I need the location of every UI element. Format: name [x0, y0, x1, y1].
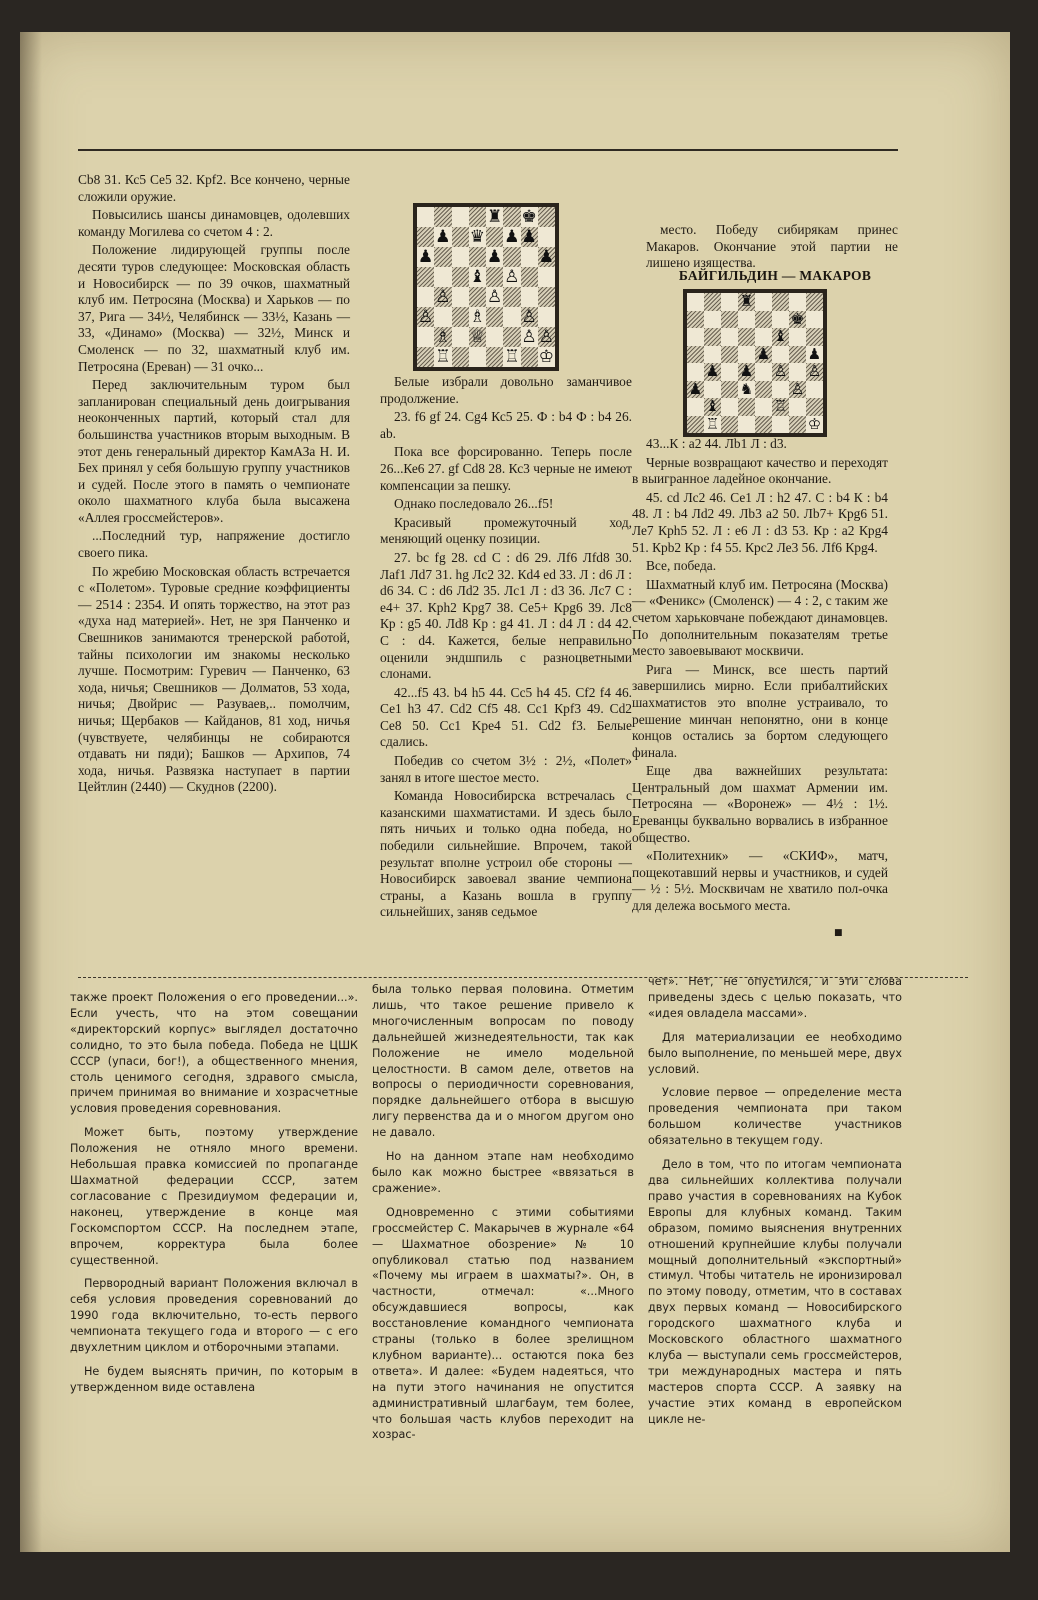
page-curl-shadow	[20, 32, 42, 1552]
board-square	[755, 328, 772, 346]
paragraph: 43...К : а2 44. Лb1 Л : d3.	[646, 436, 787, 451]
board-square	[452, 307, 469, 327]
paragraph: Пока все форсированно. Теперь после 26...Ке6 27. gf Cd8 28. Кс3 черные не имеют компенсации за пешку.	[380, 444, 632, 493]
board-square	[721, 311, 738, 329]
board-square	[772, 293, 789, 311]
board-square	[806, 311, 823, 329]
paragraph: ...Последний тур, напряжение достигло своего пика.	[78, 528, 350, 561]
paragraph: Перед заключительным туром был запланирован специальный день доигрывания неоконченных партий, который стал для большинства участников вторым выходным. В этот день генеральный директор КамАЗа Н. И. Бех принял у себя большую группу участников и судей. После этого в память о чемпионате около шахматного клуба была высажена «Аллея гроссмейстеров».	[78, 377, 350, 525]
board-square	[417, 347, 434, 367]
paragraph: 45. cd Лс2 46. Се1 Л : h2 47. C : b4 К : b4 48. Л : b4 Лd2 49. Лb3 а2 50. Лb7+ Крg6 51. Ле7 Крh5 52. Л : е6 Л : d3 53. Кр : а2 Крg4 51. Крb2 Кр : f4 55. Крс2 Ле3 56. Лf6 Крg4.	[632, 489, 888, 555]
board-square	[704, 311, 721, 329]
board-square	[721, 398, 738, 416]
board-square	[503, 307, 520, 327]
chess-piece-icon: ♟	[756, 344, 771, 363]
paragraph: По жребию Московская область встречается с «Полетом». Туровые средние коэффициенты — 2514 : 2354. И опять торжество, на этот раз «духа над материей». Нет, не зря Панченко и Свешников занимаются тренерской работой, тайны психологии им знакомы несколько лучше. Посмотрим: Гуревич — Панченко, 63 хода, ничья; Свешников — Долматов, 53 хода, ничья; Двойрис — Разуваев,.. помолчим, ничья; Щербаков — Кайданов, 81 ход, ничья (чувствуете, челябинцы не собираются отдавать ни пяди); Башков — Архипов, 74 хода, ничья. Развязка наступает в партии Цейтлин (2440) — Скуднов (2200).	[78, 563, 350, 795]
chess-piece-icon: ♟	[538, 247, 555, 267]
chess-piece-icon: ♙	[773, 362, 788, 380]
board-square	[521, 347, 538, 367]
chess-piece-icon: ♙	[417, 307, 434, 327]
article-column-3-top	[646, 222, 898, 274]
chess-piece-icon: ♝	[705, 397, 720, 415]
board-square	[469, 247, 486, 267]
article-column-3	[632, 436, 888, 917]
chess-piece-icon: ♗	[435, 327, 451, 347]
board-square	[452, 327, 469, 347]
board-square	[417, 287, 434, 307]
paragraph: Положение лидирующей группы после десяти туров следующее: Московская область и Новосибирск — по 39 очков, шахматный клуб им. Петросяна (Москва) и Харьков — по 37, Рига — 34½, Челябинск — 33½, Казань — 33, «Динамо» (Москва) — 32½, Минск и Смоленск — по 32, шахматный клуб им. Петросяна (Ереван) — 31 очко...	[78, 242, 350, 374]
chess-piece-icon: ♟	[807, 344, 822, 363]
paragraph: Но на данном этапе нам необходимо было как можно быстрее «ввязаться в сражение».	[372, 1150, 634, 1195]
article-column-2	[380, 374, 632, 923]
board-square	[789, 363, 806, 381]
board-square	[738, 398, 755, 416]
board-square	[789, 416, 806, 434]
board-square	[738, 311, 755, 329]
board-square	[452, 227, 469, 247]
board-square	[789, 328, 806, 346]
board-square	[772, 416, 789, 434]
chess-piece-icon: ♙	[521, 307, 537, 327]
board-square	[687, 363, 704, 381]
board-square	[486, 347, 503, 367]
board-square	[789, 398, 806, 416]
paragraph: Еще два важнейших результата: Центральный дом шахмат Армении им. Петросяна — «Воронеж» — 4½ : 1½. Ереванцы буквально ворвались в избранное общество.	[632, 763, 888, 845]
board-square	[738, 328, 755, 346]
paragraph: Сb8 31. Кс5 Се5 32. Крf2. Все кончено, черные сложили оружие.	[78, 172, 350, 204]
board-square	[687, 346, 704, 364]
chess-piece-icon: ♙	[435, 287, 451, 307]
chess-piece-icon: ♔	[538, 347, 555, 367]
board-square	[721, 328, 738, 346]
board-square	[417, 207, 434, 227]
board-square	[721, 363, 738, 381]
article-column-1	[78, 172, 350, 798]
game-heading: БАЙГИЛЬДИН — МАКАРОВ	[678, 268, 872, 283]
board-square	[503, 287, 520, 307]
board-square	[704, 328, 721, 346]
chess-diagram-2	[684, 290, 826, 436]
chess-piece-icon: ♟	[486, 247, 503, 267]
board-square	[772, 381, 789, 399]
chess-piece-icon: ♔	[807, 414, 822, 433]
board-square	[755, 398, 772, 416]
board-square	[486, 327, 503, 347]
paragraph: чет». Нет, не опустился, и эти слова приведены здесь с целью показать, что «идея овладела массами».	[648, 975, 902, 1020]
newspaper-page	[20, 32, 1010, 1552]
chess-piece-icon: ♛	[469, 227, 486, 247]
chess-piece-icon: ♝	[469, 267, 486, 287]
board-square	[503, 327, 520, 347]
top-rule	[78, 149, 898, 151]
board-square	[755, 293, 772, 311]
board-square	[521, 287, 538, 307]
chess-piece-icon: ♟	[435, 227, 451, 247]
paragraph: Одновременно с этими событиями гроссмейстер С. Макарычев в журнале «64 — Шахматное обозрение» № 10 опубликовал статью под названием «Почему мы играем в шахматы?». Он, в частности, отмечал: «...Много обсуждавшиеся вопросы, как восстановление командного чемпионата страны (только в более зрелищном клубном варианте)... остаются пока без ответа». И далее: «Будем надеяться, что на пути этого начинания не опустится административный шлагбаум, тем более, что большая часть клубов переходит на хозрас-	[372, 1205, 634, 1442]
chess-piece-icon: ♚	[521, 207, 537, 227]
paragraph: Повысились шансы динамовцев, одолевших команду Могилева со счетом 4 : 2.	[78, 207, 350, 239]
chess-piece-icon: ♚	[790, 309, 805, 328]
board-square	[486, 227, 503, 247]
paragraph: Красивый промежуточный ход, меняющий оценку позиции.	[380, 514, 632, 547]
board-square	[704, 293, 721, 311]
board-square	[434, 267, 451, 287]
paragraph: 27. bc fg 28. cd C : d6 29. Лf6 Лfd8 30. Лaf1 Лd7 31. hg Лс2 32. Кd4 ed 33. Л : d6 Л : d6 34. C : d6 Лd2 35. Лс1 Л : d3 36. Лс7 C : e4+ 37. Крh2 Крg7 38. Се5+ Крg6 39. Лс8 Кр : g5 40. Лd8 Кр : g4 41. Л : d4 Л : d4 42. С : d4. Кажется, белые неправильно оценили эндшпиль с разноцветными слонами.	[380, 549, 632, 682]
chess-piece-icon: ♟	[504, 227, 520, 247]
board-square	[452, 247, 469, 267]
board-square	[538, 307, 555, 327]
board-square	[687, 328, 704, 346]
paragraph: Черные возвращают качество и переходят в выигранное ладейное окончание.	[632, 454, 888, 487]
paragraph: Шахматный клуб им. Петросяна (Москва) — «Феникс» (Смоленск) — 4 : 2, с таким же счетом харьковчане побеждают динамовцев. По дополнительным показателям третье место завоевывают москвичи.	[632, 576, 888, 659]
board-square	[434, 207, 451, 227]
paragraph: 42...f5 43. b4 h5 44. Сс5 h4 45. Cf2 f4 46. Се1 h3 47. Cd2 Cf5 48. Cc1 Крf3 49. Cd2 Ce8 50. Cc1 Kpe4 51. Cd2 f3. Белые сдались.	[380, 684, 632, 750]
board-square	[755, 311, 772, 329]
board-square	[789, 346, 806, 364]
board-square	[755, 363, 772, 381]
board-square	[755, 416, 772, 434]
chess-piece-icon: ♟	[688, 379, 703, 398]
chess-piece-icon: ♖	[773, 397, 788, 415]
bottom-column-1	[70, 990, 358, 1404]
board-square	[704, 346, 721, 364]
chess-piece-icon: ♖	[705, 414, 720, 433]
board-square	[806, 293, 823, 311]
board-square	[806, 328, 823, 346]
board-square	[738, 346, 755, 364]
board-square	[452, 207, 469, 227]
bottom-column-2	[372, 982, 634, 1451]
board-square	[452, 267, 469, 287]
chess-piece-icon: ♖	[504, 347, 520, 367]
board-square	[687, 293, 704, 311]
board-square	[469, 207, 486, 227]
board-square	[687, 416, 704, 434]
paragraph: Однако последовало 26...f5!	[394, 496, 554, 512]
board-square	[452, 287, 469, 307]
chess-piece-icon: ♕	[469, 327, 486, 347]
chess-piece-icon: ♟	[521, 227, 537, 247]
paragraph: Дело в том, что по итогам чемпионата два сильнейших коллектива получали право участия в соревнованиях на Кубок Европы для клубных команд. Таким образом, помимо выяснения внутренних отношений крупнейшие клубы получали мощный дополнительный «экспортный» стимул. Чтобы читатель не иронизировал по этому поводу, отметим, что в составах двух первых команд — Новосибирского городского шахматного клуба и Московского областного шахматного клуба — выступали семь гроссмейстеров, три международных мастера и пять мастеров спорта СССР. А заявку на участие этих команд в европейском цикле не-	[648, 1158, 902, 1426]
board-square	[417, 267, 434, 287]
board-square	[721, 416, 738, 434]
board-square	[486, 267, 503, 287]
paragraph: была только первая половина. Отметим лишь, что такое решение привело к многочисленным вопросам по поводу дальнейшей жизнедеятельности, так как Положение не имело модельной целостности. В самом деле, ответов на вопросы о периодичности соревнования, порядке дальнейшего отбора в высшую лигу первенства да и о многом другом оно не давало.	[372, 983, 634, 1140]
paragraph: Все, победа.	[646, 558, 717, 574]
end-mark: ■	[834, 928, 843, 938]
paragraph: место. Победу сибирякам принес Макаров. Окончание этой партии не лишено изящества.	[646, 222, 898, 271]
paragraph: Может быть, поэтому утверждение Положения не отняло много времени. Небольшая правка комиссией по пропаганде Шахматной федерации СССР, затем согласование с Президиумом федерации и, наконец, утверждение в конце мая Госкомспортом СССР. На последнем этапе, впрочем, корректура была более существенной.	[70, 1126, 358, 1267]
chess-diagram-1	[414, 204, 558, 370]
board-square	[503, 207, 520, 227]
board-square	[789, 293, 806, 311]
bottom-column-3	[648, 974, 902, 1435]
paragraph: Условие первое — определение места проведения чемпионата при таком большом количестве участников обязательно в текущем году.	[648, 1086, 902, 1148]
paragraph: Первородный вариант Положения включал в себя условия проведения соревнований до 1990 года включительно, то-есть первого чемпионата текущего года и второго — с его двухлетним циклом и отборочными этапами.	[70, 1277, 358, 1355]
board-square	[806, 398, 823, 416]
chess-piece-icon: ♝	[773, 327, 788, 345]
paragraph: Рига — Минск, все шесть партий завершились мирно. Если прибалтийских шахматистов это вполне устраивало, то решение минчан непонятно, они в конце концов остались за бортом следующего финала.	[632, 661, 888, 760]
chess-piece-icon: ♙	[538, 327, 555, 347]
board-square	[521, 267, 538, 287]
board-square	[434, 307, 451, 327]
board-square	[806, 381, 823, 399]
chess-piece-icon: ♗	[469, 307, 486, 327]
board-square	[417, 227, 434, 247]
board-square	[772, 346, 789, 364]
chess-piece-icon: ♜	[739, 292, 754, 310]
board-square	[434, 247, 451, 267]
chess-piece-icon: ♙	[807, 362, 822, 380]
chess-piece-icon: ♙	[521, 327, 537, 347]
paragraph: 23. f6 gf 24. Cg4 Кс5 25. Ф : b4 Ф : b4 26. ab.	[380, 409, 632, 441]
chess-piece-icon: ♙	[504, 267, 520, 287]
board-square	[755, 381, 772, 399]
board-square	[687, 398, 704, 416]
board-square	[469, 347, 486, 367]
chess-piece-icon: ♟	[705, 362, 720, 380]
board-square	[417, 327, 434, 347]
paragraph: также проект Положения о его проведении...». Если учесть, что на этом совещании «директорский корпус» выглядел достаточно солидно, то это была победа. Победа не ЦШК СССР (упаси, бог!), а общественного мнения, столь ценимого сегодня, здравого смысла, причем принимая во внимание и хозрасчетные условия проведения соревнования.	[70, 991, 358, 1116]
board-square	[721, 381, 738, 399]
board-square	[538, 287, 555, 307]
paragraph: Победив со счетом 3½ : 2½, «Полет» занял в итоге шестое место.	[380, 753, 632, 785]
chess-piece-icon: ♜	[486, 207, 503, 227]
paragraph: Для материализации ее необходимо было выполнение, по меньшей мере, двух условий.	[648, 1030, 902, 1076]
paragraph: Не будем выяснять причин, по которым в утвержденном виде оставлена	[70, 1364, 358, 1394]
board-square	[721, 346, 738, 364]
chess-piece-icon: ♙	[486, 287, 503, 307]
chess-piece-icon: ♙	[790, 379, 805, 398]
paragraph: «Политехник» — «СКИФ», матч, пощекотавший нервы и участников, и судей — ½ : 5½. Москвичам не хватило пол-очка для дележа восьмого места.	[632, 848, 888, 914]
board-square	[469, 287, 486, 307]
paragraph: Команда Новосибирска встречалась с казанскими шахматистами. И здесь было пять ничьих и только одна победа, но победили сильнейшие. Впрочем, такой результат вполне устроил обе стороны — Новосибирск завоевал звание чемпиона страны, а Казань вошла в группу сильнейших, заняв седьмое	[380, 788, 632, 920]
board-square	[503, 247, 520, 267]
board-square	[486, 307, 503, 327]
board-square	[538, 227, 555, 247]
board-square	[772, 311, 789, 329]
chess-piece-icon: ♟	[739, 362, 754, 380]
board-square	[721, 293, 738, 311]
board-square	[521, 247, 538, 267]
chess-piece-icon: ♖	[435, 347, 451, 367]
board-square	[738, 416, 755, 434]
board-square	[538, 267, 555, 287]
board-square	[687, 311, 704, 329]
chess-piece-icon: ♟	[417, 247, 434, 267]
board-square	[452, 347, 469, 367]
board-square	[538, 207, 555, 227]
board-square	[704, 381, 721, 399]
paragraph: Белые избрали довольно заманчивое продолжение.	[380, 374, 632, 406]
chess-piece-icon: ♞	[739, 379, 754, 398]
